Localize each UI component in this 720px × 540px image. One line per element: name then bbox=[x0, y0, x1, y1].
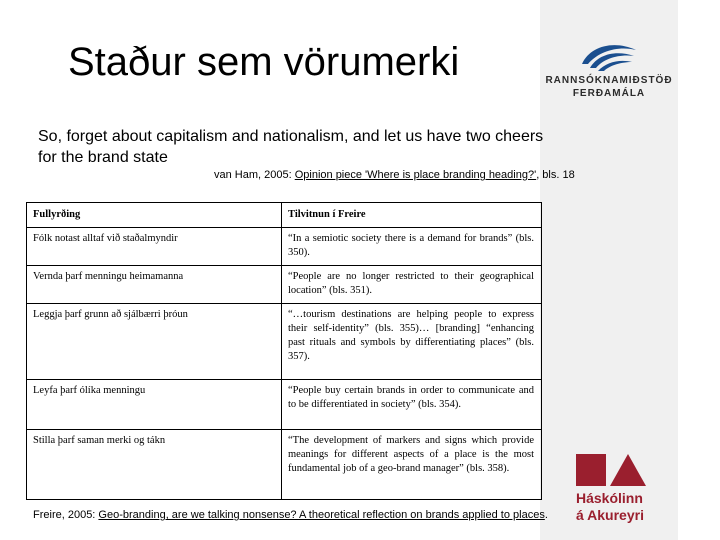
table-row bbox=[27, 266, 542, 304]
table-row bbox=[27, 430, 542, 500]
quote-cell: “People buy certain brands in order to communicate and to be differentiated in society” (bls. 354). bbox=[282, 380, 542, 430]
rmf-logo-line2: FERÐAMÁLA bbox=[572, 88, 646, 99]
citation-freire-prefix: Freire, 2005: bbox=[33, 509, 99, 521]
rannsoknamidstod-logo bbox=[542, 38, 676, 102]
header-claim: Fullyrðing bbox=[27, 203, 282, 228]
wave-emblem-icon bbox=[580, 40, 638, 72]
quote-cell: “In a semiotic society there is a demand for brands” (bls. 350). bbox=[282, 228, 542, 266]
ha-logo-line2: á Akureyri bbox=[576, 507, 644, 523]
citation-freire-suffix: . bbox=[544, 509, 548, 521]
citation-freire-link[interactable]: Geo-branding, are we talking nonsense? A theoretical reflection on brands applied to places bbox=[98, 509, 545, 521]
table-row bbox=[27, 380, 542, 430]
haskolinn-logo-text bbox=[576, 490, 644, 524]
claim-cell: Leggja þarf grunn að sjálbærri þróun bbox=[27, 304, 282, 380]
quote-cell: “…tourism destinations are helping people to express their self-identity” (bls. 355)… [branding] “enhancing past rituals and symbols by differentiating places” (bls. 357). bbox=[282, 304, 542, 380]
citation-van-ham-prefix: van Ham, 2005: bbox=[214, 169, 295, 181]
claims-table bbox=[26, 202, 542, 500]
quote-cell: “The development of markers and signs which provide meanings for different aspects of a place is the most fundamental job of a geo-brand manager” (bls. 358). bbox=[282, 430, 542, 500]
triangles-emblem-icon bbox=[576, 452, 646, 486]
claim-cell: Leyfa þarf ólíka menningu bbox=[27, 380, 282, 430]
quote-cell: “People are no longer restricted to their geographical location” (bls. 351). bbox=[282, 266, 542, 304]
citation-van-ham-suffix: , bls. 18 bbox=[536, 169, 575, 181]
table-row bbox=[27, 228, 542, 266]
rmf-logo-line1: RANNSÓKNAMIÐSTÖÐ bbox=[545, 75, 673, 86]
slide-title: Staður sem vörumerki bbox=[68, 40, 460, 84]
claim-cell: Vernda þarf menningu heimamanna bbox=[27, 266, 282, 304]
citation-van-ham bbox=[214, 169, 575, 181]
citation-van-ham-link[interactable]: Opinion piece 'Where is place branding heading?' bbox=[294, 169, 537, 181]
table-header-row bbox=[27, 203, 542, 228]
haskolinn-akureyri-logo bbox=[572, 452, 652, 528]
ha-logo-line1: Háskólinn bbox=[576, 490, 643, 506]
claim-cell: Fólk notast alltaf við staðalmyndir bbox=[27, 228, 282, 266]
citation-freire bbox=[33, 508, 548, 522]
brand-state-quote: So, forget about capitalism and nationalism, and let us have two cheers for the brand state bbox=[38, 128, 544, 166]
header-quote: Tilvitnun í Freire bbox=[282, 203, 542, 228]
table-row bbox=[27, 304, 542, 380]
claim-cell: Stilla þarf saman merki og tákn bbox=[27, 430, 282, 500]
